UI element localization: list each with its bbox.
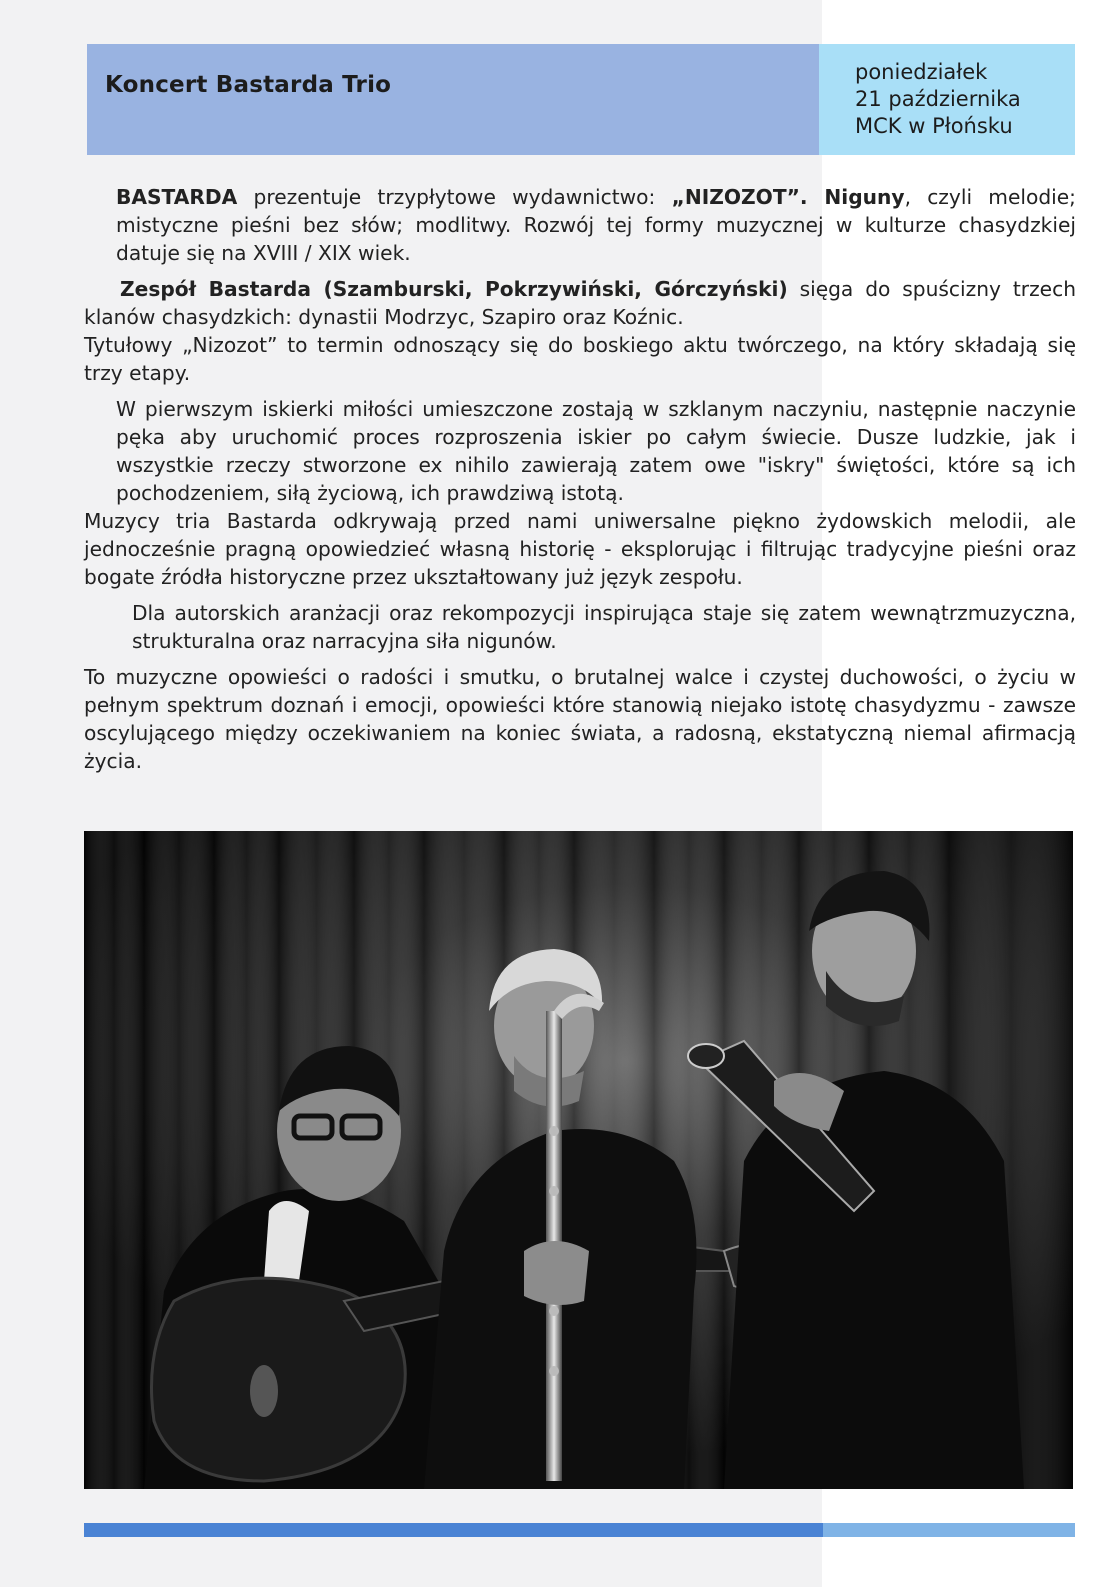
band-photo-illustration <box>84 831 1073 1489</box>
event-info <box>855 59 1021 140</box>
paragraph-text: , czyli melodie; mistyczne pieśni bez słów; modlitwy. Rozwój tej formy muzycznej w kulturze chasydzkiej datuje się na XVIII / XIX wiek. <box>116 185 1076 265</box>
paragraph-text: prezentuje trzypłytowe wydawnictwo: <box>237 185 672 209</box>
event-title: Koncert Bastarda Trio <box>105 72 392 98</box>
paragraph-text: W pierwszym iskierki miłości umieszczone zostają w szklanym naczyniu, następnie naczynie pęka aby uruchomić proces rozproszenia iskier po całym świecie. Dusze ludzkie, jak i wszystkie rzeczy stworzone ex nihilo zawierają zatem owe "iskry" świętości, które są ich pochodzeniem, siłą życiową, ich prawdziwą istotą. <box>116 397 1076 505</box>
paragraph-5: To muzyczne opowieści o radości i smutku, o brutalnej walce i czystej duchowości, o życiu w pełnym spektrum doznań i emocji, opowieści które stanowią niejako istotę chasydyzmu - zawsze oscylującego między oczekiwaniem na koniec świata, a radosną, ekstatyczną niemal afirmacją życia. <box>84 665 1076 773</box>
paragraph-text: Tytułowy „Nizozot” to termin odnoszący się do boskiego aktu twórczego, na który składają się trzy etapy. <box>84 333 1076 385</box>
header-title-bar <box>87 44 819 155</box>
header-info-box <box>819 44 1075 155</box>
paragraph-4: Dla autorskich aranżacji oraz rekompozycji inspirująca staje się zatem wewnątrzmuzyczna, strukturalna oraz narracyjna siła nigunów. <box>132 601 1076 653</box>
bold-text: Zespół Bastarda (Szamburski, Pokrzywiński, Górczyński) <box>120 277 788 301</box>
footer-bar-right <box>823 1523 1075 1537</box>
paragraph-2 <box>84 275 1076 387</box>
paragraph-text: sięga do spuścizny trzech klanów chasydzkich: dynastii Modrzyc, Szapiro oraz Koźnic. <box>84 277 1076 329</box>
footer-bar-left <box>84 1523 823 1537</box>
event-date: 21 października <box>855 87 1021 111</box>
paragraph-3 <box>84 395 1076 591</box>
event-day: poniedziałek <box>855 60 988 84</box>
article-body <box>84 183 1076 783</box>
band-photo <box>84 831 1073 1489</box>
bold-text: BASTARDA <box>116 185 238 209</box>
event-venue: MCK w Płońsku <box>855 114 1013 138</box>
paragraph-text: Muzycy tria Bastarda odkrywają przed nami uniwersalne piękno żydowskich melodii, ale jednocześnie pragną opowiedzieć własną historię - eksplorując i filtrując tradycyjne pieśni oraz bogate źródła historyczne przez ukształtowany już język zespołu. <box>84 509 1076 589</box>
bold-text: „NIZOZOT”. Niguny <box>671 185 905 209</box>
paragraph-1 <box>84 183 1076 267</box>
